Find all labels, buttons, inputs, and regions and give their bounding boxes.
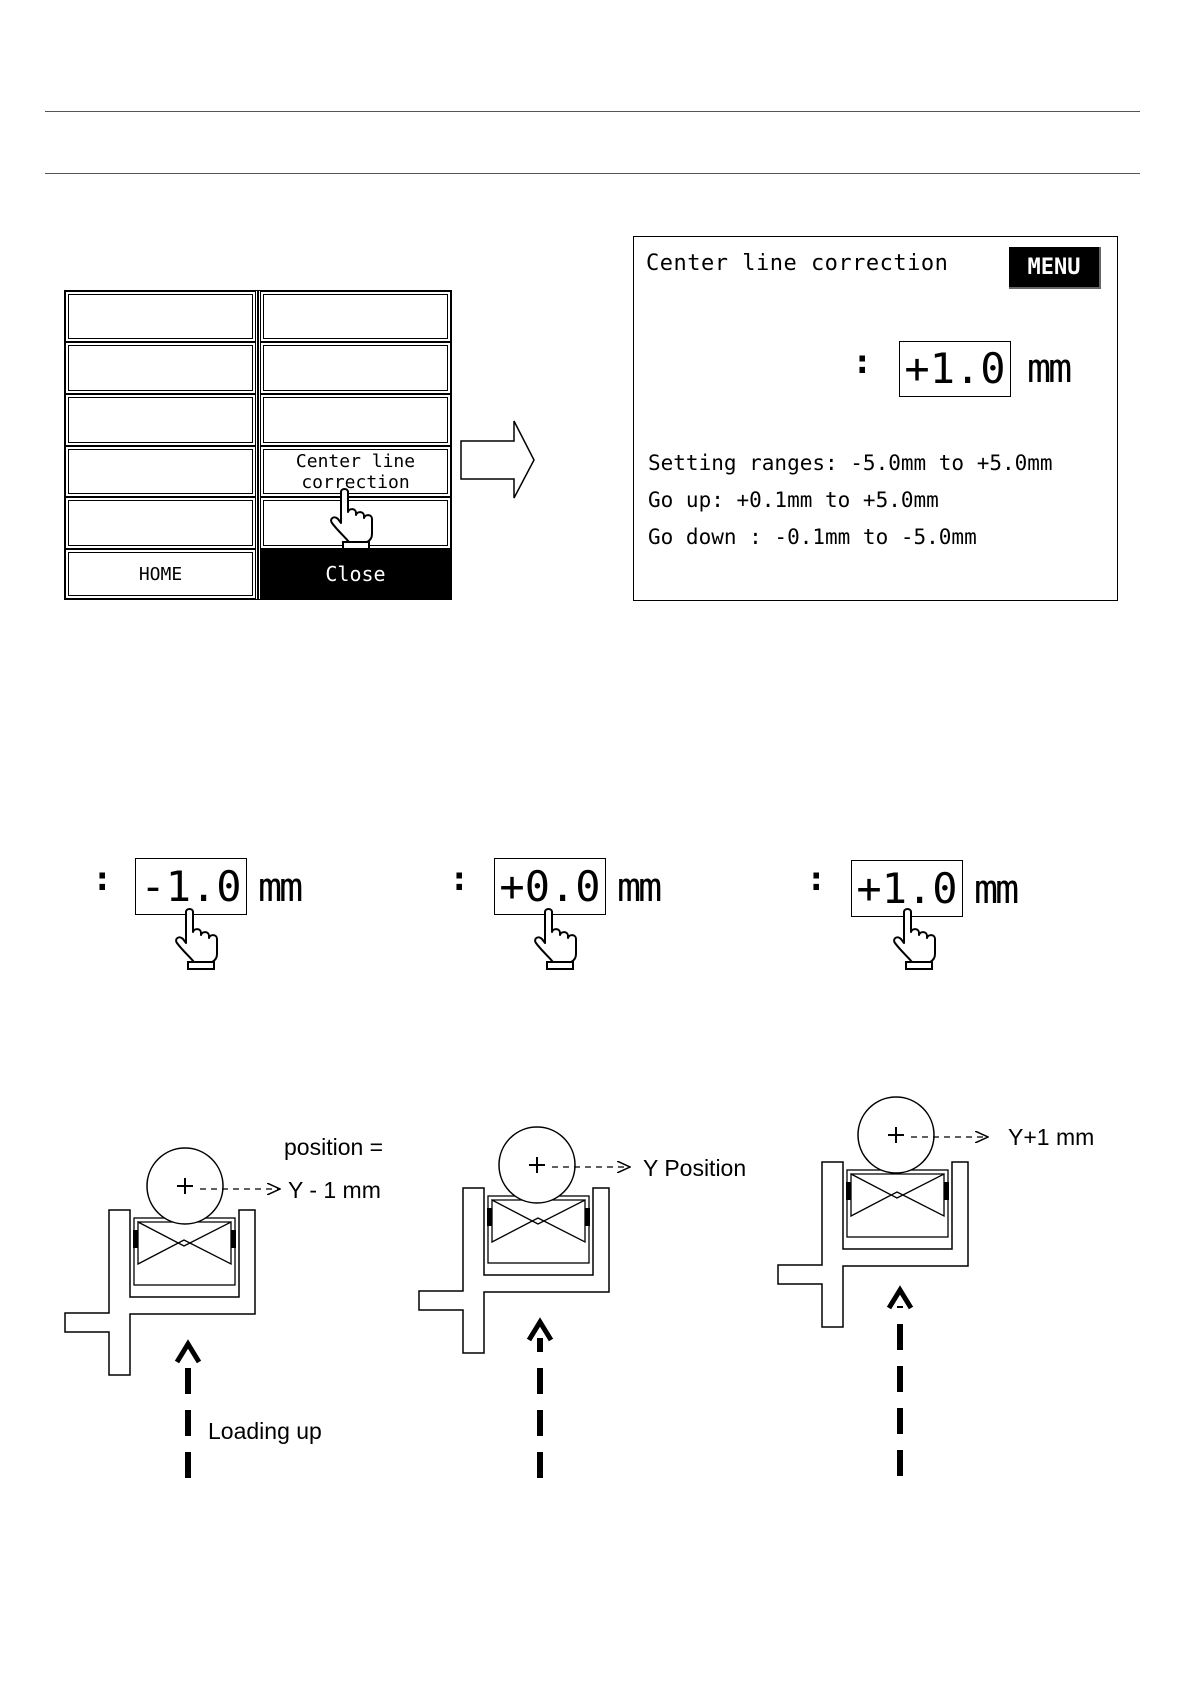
fixture-diagram-middle	[419, 1127, 630, 1478]
example-unit-3: mm	[974, 867, 1017, 913]
example-colon-2: :	[449, 859, 470, 899]
example-value-field-2[interactable]: +0.0	[494, 858, 606, 915]
example-value-field-3[interactable]: +1.0	[851, 860, 963, 917]
example-unit-1: mm	[258, 865, 301, 911]
value-unit: mm	[1027, 346, 1070, 392]
y-position-label: Y Position	[643, 1155, 747, 1181]
pointing-hand-icon-2	[535, 909, 576, 969]
pointing-hand-icon-3	[894, 909, 935, 969]
y-minus-1mm-label: Y - 1 mm	[288, 1177, 381, 1203]
example-unit-2: mm	[617, 865, 660, 911]
pointing-hand-icon-1	[176, 909, 217, 969]
close-button[interactable]: Close	[260, 549, 451, 599]
example-colon-3: :	[806, 859, 827, 899]
navigation-arrow-icon	[461, 421, 534, 498]
dialog-title: Center line correction	[646, 251, 949, 276]
setting-range-text: Setting ranges: -5.0mm to +5.0mm	[648, 451, 1053, 475]
position-label-top: position =	[284, 1134, 384, 1160]
home-button[interactable]: HOME	[65, 549, 256, 599]
pointing-hand-icon	[331, 489, 372, 549]
value-colon: :	[852, 342, 873, 382]
go-down-range-text: Go down : -0.1mm to -5.0mm	[648, 525, 977, 549]
menu-button[interactable]: MENU	[1009, 247, 1101, 289]
example-colon-1: :	[92, 859, 113, 899]
correction-value-field[interactable]: +1.0	[899, 341, 1011, 397]
loading-up-label: Loading up	[208, 1418, 322, 1444]
center-line-correction-button[interactable]: Center line correction	[260, 446, 451, 497]
y-plus-1mm-label: Y+1 mm	[1008, 1124, 1095, 1150]
go-up-range-text: Go up: +0.1mm to +5.0mm	[648, 488, 939, 512]
fixture-diagram-right	[778, 1097, 988, 1476]
example-value-field-1[interactable]: -1.0	[135, 858, 247, 915]
